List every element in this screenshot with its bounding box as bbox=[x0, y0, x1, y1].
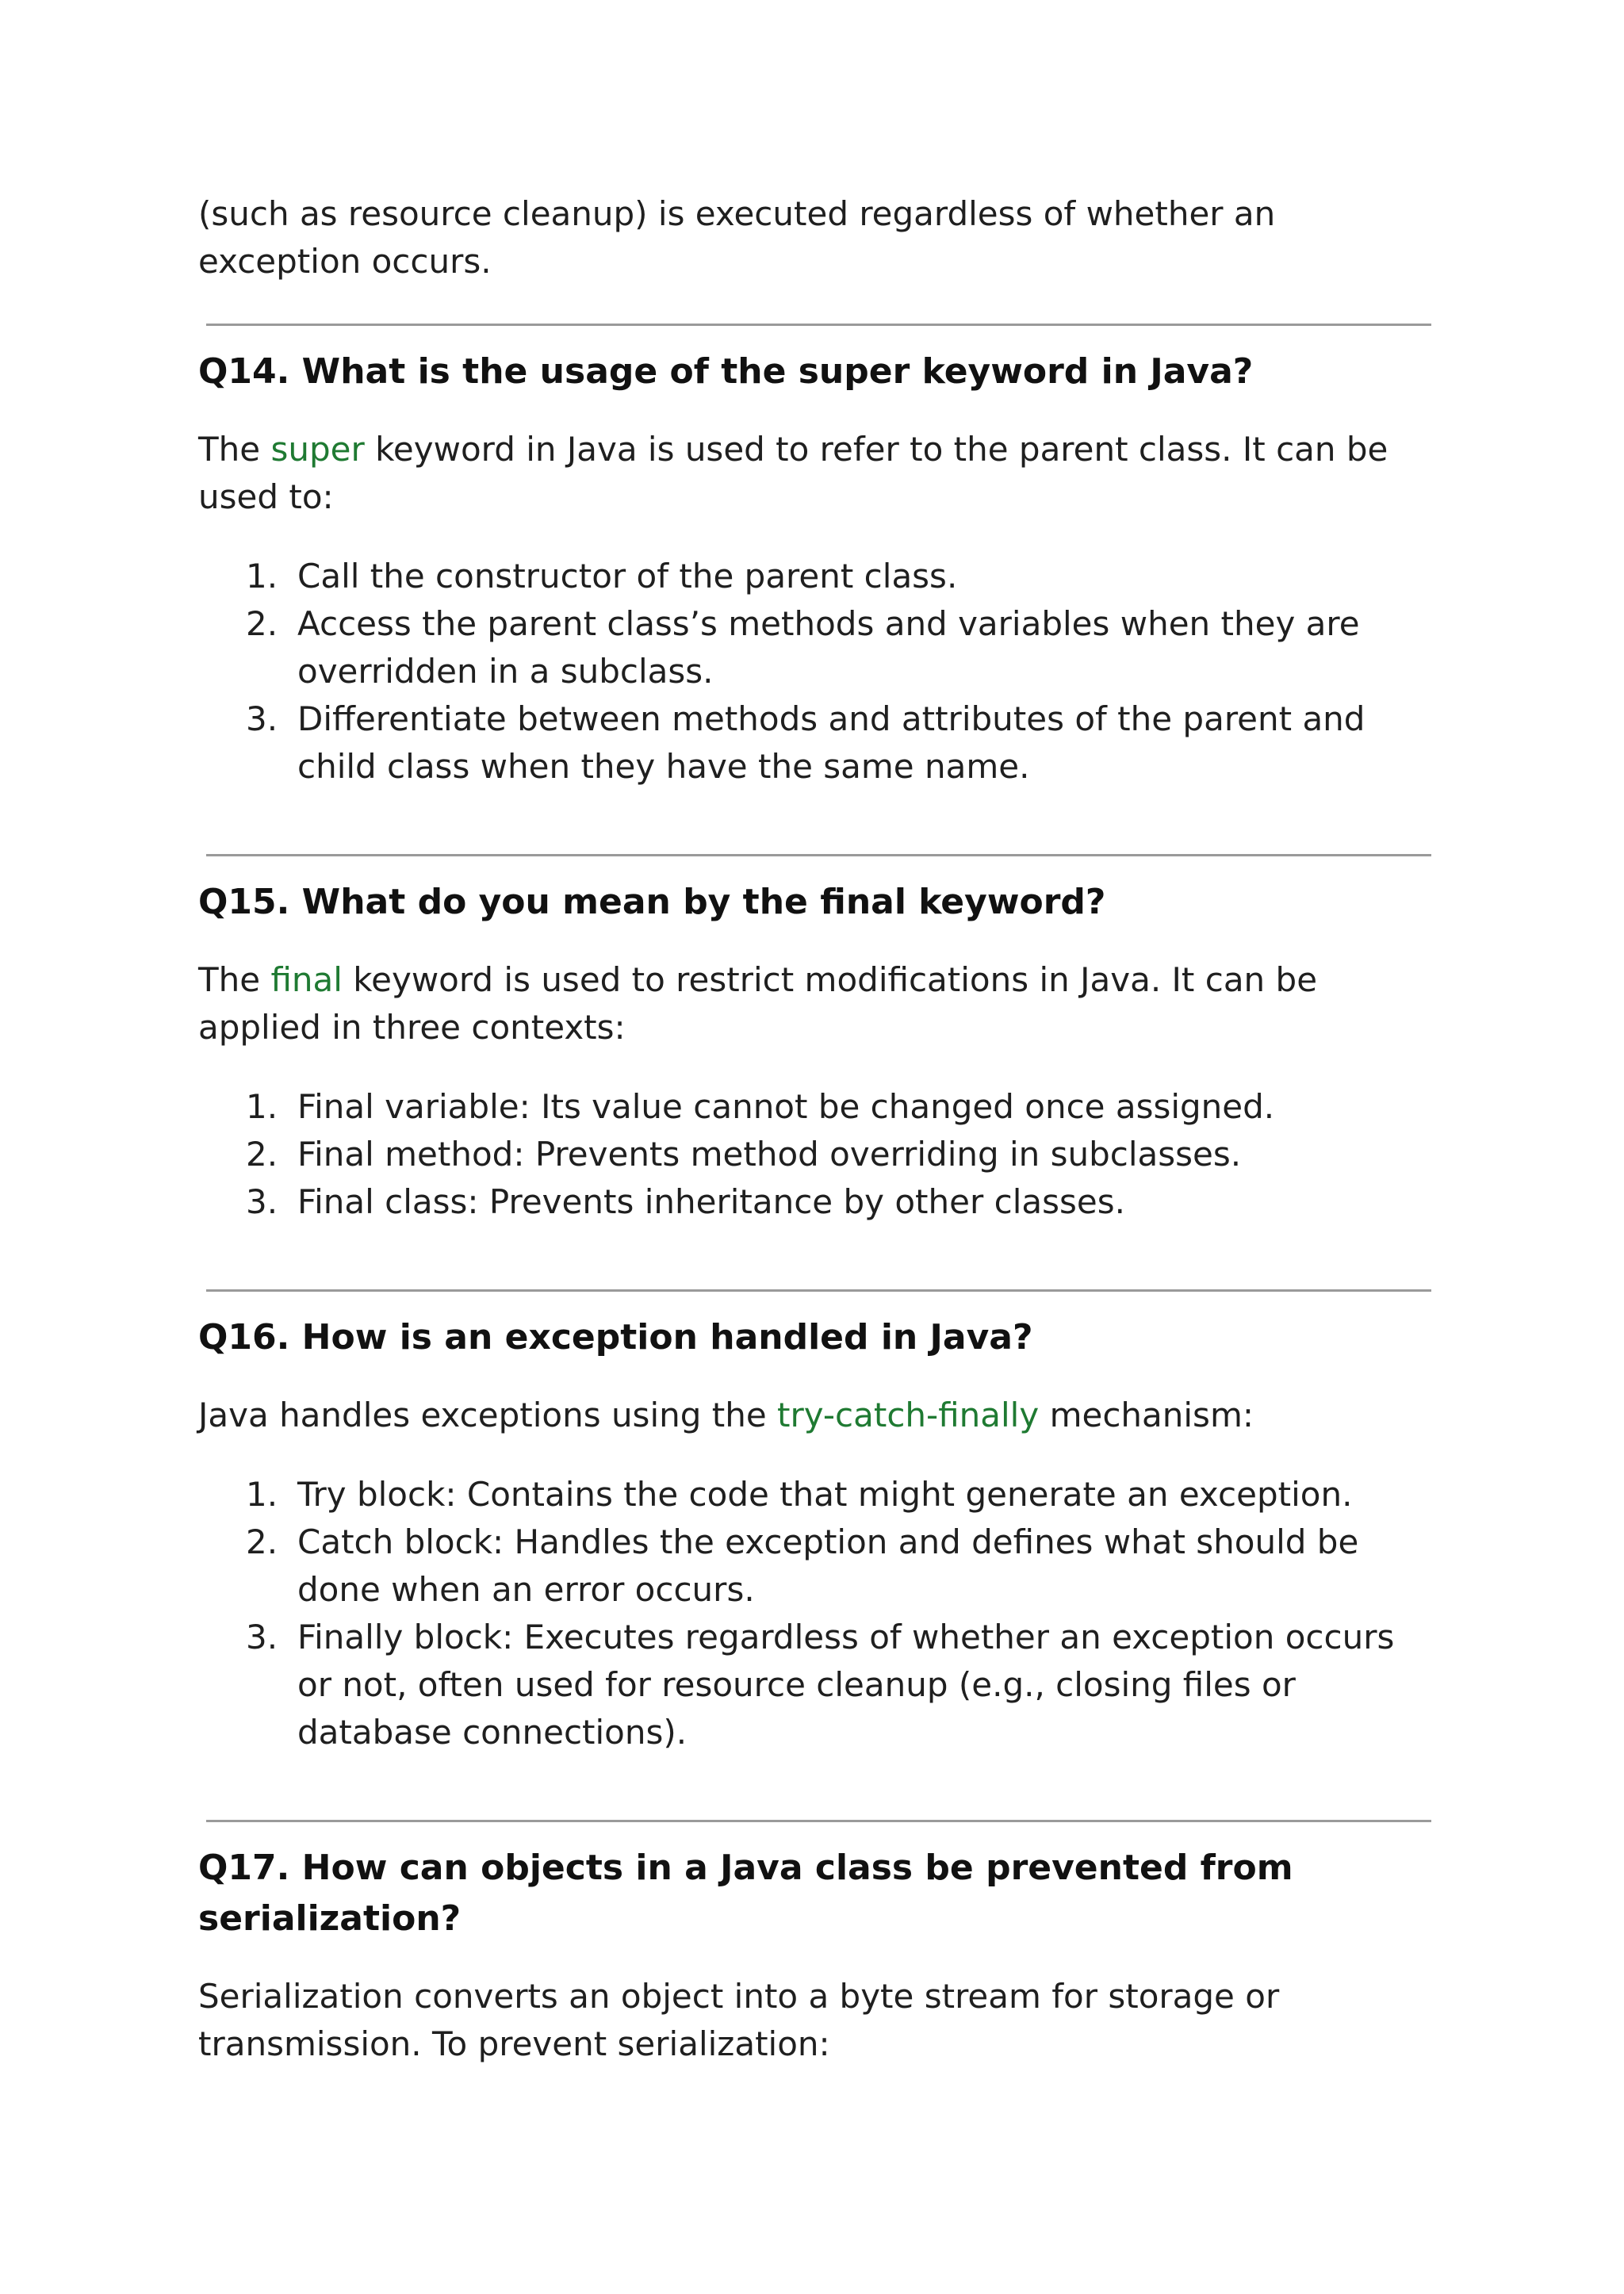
q14-lead-after: keyword in Java is used to refer to the parent class. It can be used to: bbox=[198, 430, 1388, 516]
list-text: Final method: Prevents method overriding in subclasses. bbox=[297, 1135, 1242, 1174]
list-text: Access the parent class’s methods and variables when they are overridden in a subclass. bbox=[297, 604, 1360, 691]
q15-keyword: final bbox=[270, 960, 343, 999]
list-item bbox=[198, 1131, 1435, 1178]
q16-list bbox=[198, 1471, 1435, 1756]
list-item bbox=[198, 553, 1435, 600]
q14-heading: Q14. What is the usage of the super keyword in Java? bbox=[198, 351, 1254, 392]
q15-list bbox=[198, 1083, 1435, 1226]
list-text: Differentiate between methods and attributes of the parent and child class when they have the same name. bbox=[297, 699, 1365, 786]
list-item bbox=[198, 1083, 1435, 1131]
list-text: Try block: Contains the code that might generate an exception. bbox=[297, 1475, 1353, 1514]
q14-lead bbox=[198, 426, 1435, 521]
list-number: 2. bbox=[246, 1522, 278, 1561]
list-number: 1. bbox=[246, 1475, 278, 1514]
q17-heading: Q17. How can objects in a Java class be prevented from serialization? bbox=[198, 1848, 1293, 1939]
q14-keyword: super bbox=[270, 430, 365, 469]
section-divider bbox=[206, 1289, 1431, 1292]
list-item bbox=[198, 1518, 1435, 1614]
list-number: 1. bbox=[246, 557, 278, 596]
list-text: Final class: Prevents inheritance by other classes. bbox=[297, 1182, 1125, 1221]
q14-list bbox=[198, 553, 1435, 791]
q15-lead-before: The bbox=[198, 960, 271, 999]
list-number: 2. bbox=[246, 1135, 278, 1174]
q16-lead bbox=[198, 1392, 1435, 1439]
q15-heading: Q15. What do you mean by the final keyword? bbox=[198, 882, 1106, 922]
list-text: Final variable: Its value cannot be changed once assigned. bbox=[297, 1087, 1275, 1126]
list-number: 3. bbox=[246, 1618, 278, 1656]
list-item bbox=[198, 1178, 1435, 1226]
list-text: Finally block: Executes regardless of whether an exception occurs or not, often used for resource cleanup (e.g., closing files or database connections). bbox=[297, 1618, 1395, 1752]
section-divider bbox=[206, 854, 1431, 856]
q17-lead: Serialization converts an object into a byte stream for storage or transmission. To prevent serialization: bbox=[198, 1977, 1280, 2063]
q14-lead-before: The bbox=[198, 430, 271, 469]
q16-lead-before: Java handles exceptions using the bbox=[198, 1396, 778, 1434]
list-text: Call the constructor of the parent class. bbox=[297, 557, 958, 596]
list-number: 2. bbox=[246, 604, 278, 643]
q16-keyword: try-catch-finally bbox=[777, 1396, 1040, 1434]
list-item bbox=[198, 1471, 1435, 1518]
list-text: Catch block: Handles the exception and defines what should be done when an error occurs. bbox=[297, 1522, 1359, 1609]
list-number: 1. bbox=[246, 1087, 278, 1126]
list-item bbox=[198, 1614, 1435, 1756]
q16-lead-after: mechanism: bbox=[1039, 1396, 1254, 1434]
q15-lead bbox=[198, 956, 1435, 1051]
list-number: 3. bbox=[246, 1182, 278, 1221]
section-divider bbox=[206, 1820, 1431, 1822]
list-number: 3. bbox=[246, 699, 278, 738]
section-divider bbox=[206, 324, 1431, 326]
q15-lead-after: keyword is used to restrict modifications in Java. It can be applied in three contexts: bbox=[198, 960, 1318, 1047]
intro-paragraph: (such as resource cleanup) is executed regardless of whether an exception occurs. bbox=[198, 194, 1276, 281]
list-item bbox=[198, 695, 1435, 791]
document-page bbox=[198, 190, 1435, 2068]
q16-heading: Q16. How is an exception handled in Java? bbox=[198, 1317, 1033, 1358]
list-item bbox=[198, 600, 1435, 695]
